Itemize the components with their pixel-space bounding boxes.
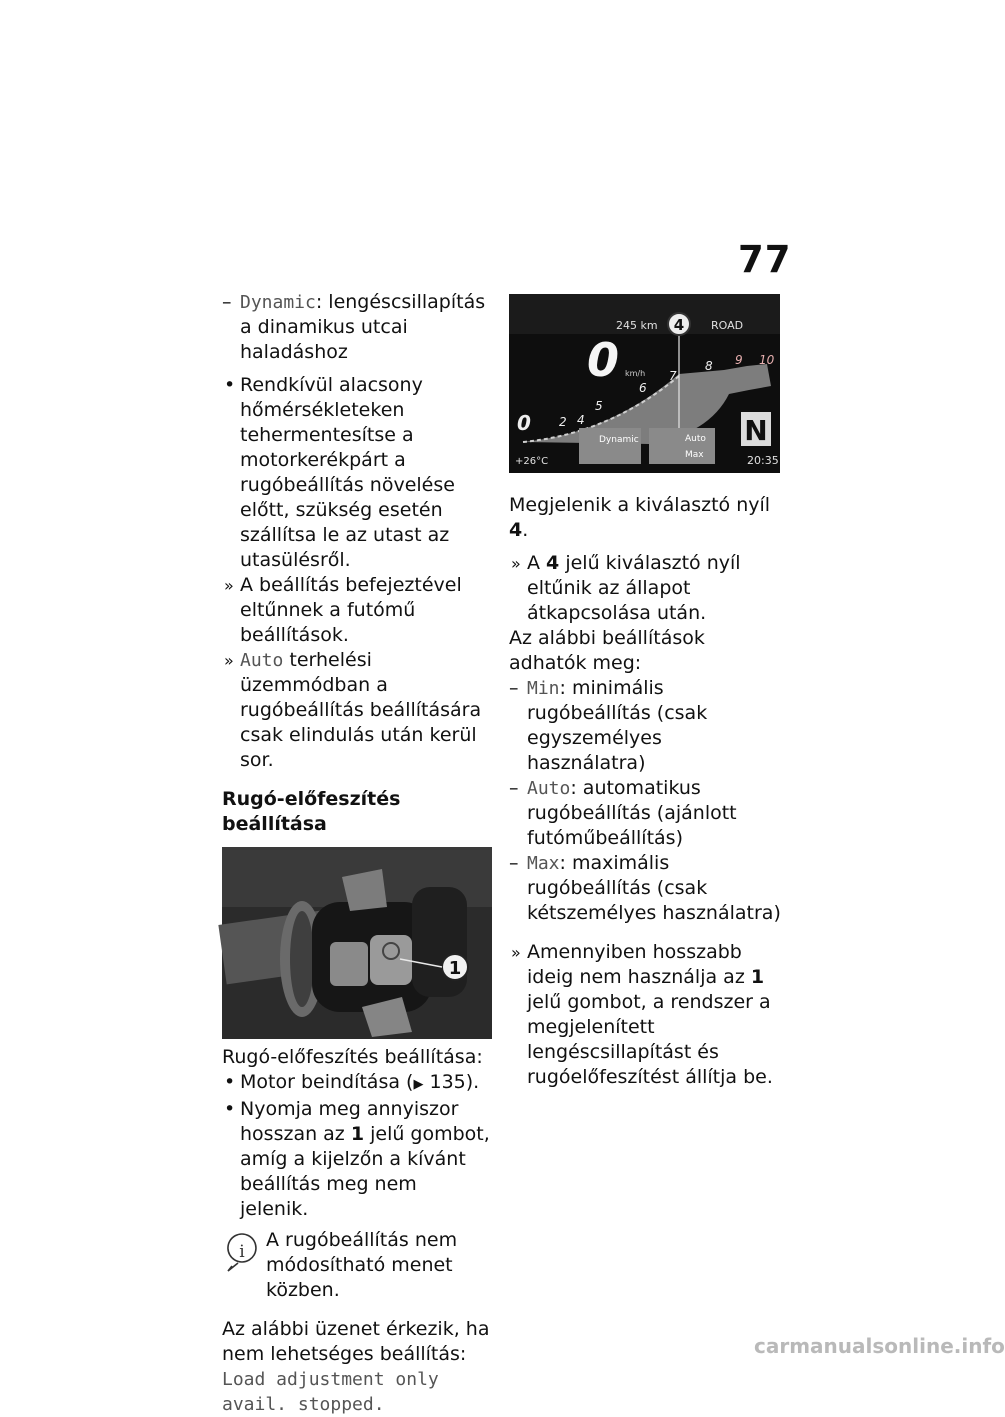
mode-label-max: Max bbox=[527, 853, 560, 874]
list-item-auto: – Auto: automatikus rugóbeállítás (ajánlott futóműbeállítás) bbox=[509, 776, 781, 851]
svg-text:8: 8 bbox=[705, 359, 713, 373]
svg-text:2: 2 bbox=[559, 415, 567, 429]
error-message-paragraph: Az alábbi üzenet érkezik, ha nem lehetséges beállítás: Load adjustment only avail. stopped. bbox=[222, 1318, 490, 1415]
svg-text:Dynamic: Dynamic bbox=[599, 435, 639, 445]
svg-text:4: 4 bbox=[577, 413, 585, 427]
display-caption: Megjelenik a kiválasztó nyíl 4. bbox=[509, 494, 771, 541]
range-readout: 245 km bbox=[616, 319, 658, 332]
mode-label-auto: Auto bbox=[240, 650, 284, 671]
step-start-engine: • Motor beindítása (▶ 135). bbox=[222, 1070, 490, 1097]
page-ref-icon: ▶ bbox=[413, 1077, 424, 1092]
svg-text:10: 10 bbox=[759, 353, 775, 367]
riding-mode: ROAD bbox=[711, 319, 744, 332]
svg-text:9: 9 bbox=[735, 353, 743, 367]
svg-text:Max: Max bbox=[685, 450, 704, 460]
error-message-code: Load adjustment only avail. stopped. bbox=[222, 1369, 439, 1415]
svg-text:7: 7 bbox=[669, 369, 677, 383]
section-heading: Rugó-előfeszítés beállítása bbox=[222, 788, 401, 835]
mode-label-min: Min bbox=[527, 678, 560, 699]
clock-readout: 20:35 bbox=[747, 454, 779, 467]
mode-label-auto-right: Auto bbox=[527, 778, 571, 799]
list-item-max: – Max: maximális rugóbeállítás (csak kétszemélyes használatra) bbox=[509, 851, 781, 926]
svg-text:6: 6 bbox=[639, 381, 647, 395]
figure-callout-1: 1 bbox=[448, 958, 462, 979]
list-item-dynamic: – Dynamic: lengéscsillapítás a dinamikus utcai haladáshoz bbox=[222, 290, 490, 365]
svg-text:0: 0 bbox=[517, 411, 531, 435]
temperature-readout: +26°C bbox=[515, 456, 549, 467]
damping-button-dynamic bbox=[579, 428, 641, 464]
footer-watermark: carmanualsonline.info bbox=[754, 1334, 1005, 1358]
warning-bullet: • Rendkívül alacsony hőmérsékleteken tehermentesítse a motorkerékpárt a rugóbeállítás növelése előtt, szükség esetén szállítsa le az utast az utasülésről. bbox=[222, 373, 490, 573]
page-number: 77 bbox=[738, 238, 792, 281]
left-column bbox=[222, 290, 490, 1417]
svg-text:i: i bbox=[239, 1242, 245, 1262]
result-timeout: » Amennyiben hosszabb ideig nem használja az 1 jelű gombot, a rendszer a megjelenített lengéscsillapítást és rugóelőfeszítést állítja be. bbox=[509, 940, 781, 1090]
list-item-min: – Min: minimális rugóbeállítás (csak egyszemélyes használatra) bbox=[509, 676, 781, 776]
mode-label-dynamic: Dynamic bbox=[240, 292, 316, 313]
figure-caption: Rugó-előfeszítés beállítása: bbox=[222, 1046, 483, 1068]
handlebar-switch-figure bbox=[222, 847, 492, 1039]
result-arrow-disappears: » A 4 jelű kiválasztó nyíl eltűnik az állapot átkapcsolása után. bbox=[509, 551, 781, 626]
result-item: » A beállítás befejeztével eltűnnek a futómű beállítások. bbox=[222, 573, 490, 648]
tft-display-image bbox=[509, 294, 780, 473]
note-text: A rugóbeállítás nem módosítható menet közben. bbox=[266, 1229, 458, 1301]
display-callout-4: 4 bbox=[673, 316, 685, 334]
result-item-auto: » Auto terhelési üzemmódban a rugóbeállítás beállítására csak elindulás után kerül sor. bbox=[222, 648, 490, 773]
svg-text:5: 5 bbox=[595, 399, 603, 413]
step-press-button: • Nyomja meg annyiszor hosszan az 1 jelű gombot, amíg a kijelzőn a kívánt beállítás meg nem jelenik. bbox=[222, 1097, 490, 1222]
gear-indicator: N bbox=[744, 414, 768, 447]
svg-text:Auto: Auto bbox=[685, 434, 706, 444]
speed-readout: 0 bbox=[587, 333, 620, 387]
settings-intro: Az alábbi beállítások adhatók meg: bbox=[509, 627, 705, 674]
info-icon bbox=[226, 1232, 258, 1272]
tft-display-figure bbox=[509, 294, 780, 473]
handlebar-switch-image bbox=[222, 847, 492, 1039]
info-note bbox=[222, 1228, 490, 1303]
speed-unit: km/h bbox=[625, 369, 646, 378]
right-column bbox=[509, 493, 781, 1090]
